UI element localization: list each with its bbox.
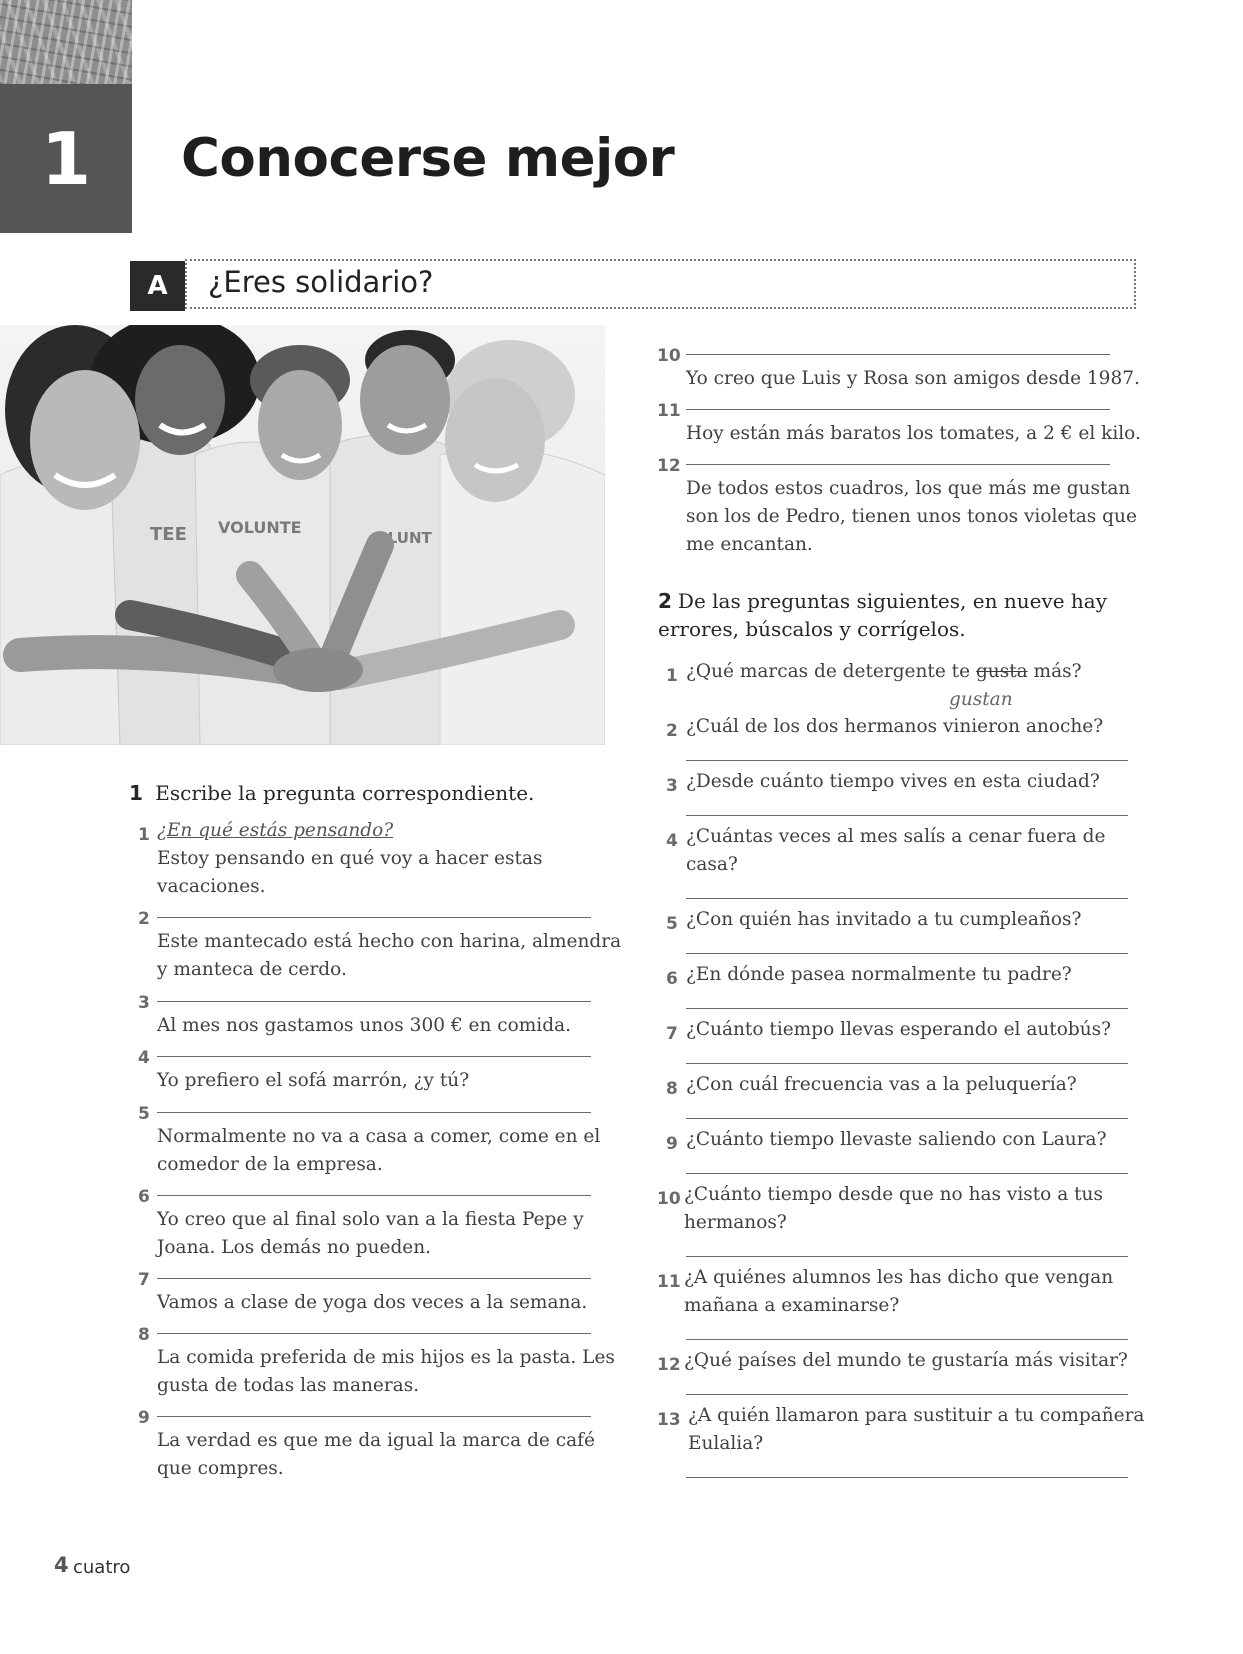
item-number: 11 — [657, 1272, 681, 1292]
volunteers-photo — [0, 325, 605, 745]
item-number: 5 — [138, 1104, 150, 1124]
answer-line: y manteca de cerdo. — [157, 959, 347, 980]
answer-line: Al mes nos gastamos unos 300 € en comida. — [157, 1015, 571, 1036]
correction-blank[interactable] — [686, 1118, 1128, 1119]
answer-blank[interactable] — [157, 1195, 591, 1196]
correction-blank[interactable] — [686, 1477, 1128, 1478]
exercise-2-heading — [658, 587, 1107, 643]
question-text: ¿En dónde pasea normalmente tu padre? — [686, 964, 1072, 985]
correction-blank[interactable] — [686, 1339, 1128, 1340]
item-number: 7 — [666, 1024, 678, 1044]
answer-blank[interactable] — [686, 354, 1110, 355]
item-number: 4 — [666, 831, 678, 851]
item-number: 9 — [666, 1134, 678, 1154]
item-number: 11 — [657, 401, 681, 421]
section-title: ¿Eres solidario? — [208, 265, 434, 299]
item-number: 12 — [657, 1355, 681, 1375]
question-text: hermanos? — [684, 1212, 787, 1233]
answer-line: vacaciones. — [157, 876, 266, 897]
correction-blank[interactable] — [686, 1008, 1128, 1009]
page-number: 4 — [54, 1553, 69, 1577]
answer-line: son los de Pedro, tienen unos tonos violetas que — [686, 506, 1137, 527]
answer-blank[interactable] — [686, 464, 1110, 465]
item-number: 6 — [666, 969, 678, 989]
answer-line: comedor de la empresa. — [157, 1154, 383, 1175]
answer-line: La verdad es que me da igual la marca de café — [157, 1430, 595, 1451]
answer-line: Hoy están más baratos los tomates, a 2 € el kilo. — [686, 423, 1141, 444]
struck-error: gusta — [975, 661, 1028, 682]
answer-blank[interactable] — [157, 1056, 591, 1057]
answer-line: Yo prefiero el sofá marrón, ¿y tú? — [157, 1070, 470, 1091]
exercise-2-number: 2 — [658, 589, 672, 613]
answer-blank[interactable] — [157, 1001, 591, 1002]
question-text: ¿Con quién has invitado a tu cumpleaños? — [686, 909, 1082, 930]
question-text: ¿Cuánto tiempo desde que no has visto a tus — [684, 1184, 1103, 1205]
question-text: ¿Qué países del mundo te gustaría más visitar? — [684, 1350, 1128, 1371]
question-text: ¿Cuántas veces al mes salís a cenar fuera de — [686, 826, 1106, 847]
question-text: ¿Cuánto tiempo llevaste saliendo con Laura? — [686, 1129, 1107, 1150]
exercise-2-instruction-line: errores, búscalos y corrígelos. — [658, 617, 966, 641]
correction-blank[interactable] — [686, 1063, 1128, 1064]
item-number: 1 — [138, 825, 150, 845]
exercise-1-number: 1 — [129, 781, 143, 805]
correction-text: gustan — [949, 689, 1013, 710]
question-text: casa? — [686, 854, 738, 875]
answer-line: De todos estos cuadros, los que más me gustan — [686, 478, 1131, 499]
exercise-2-instruction-line: De las preguntas siguientes, en nueve hay — [677, 589, 1108, 613]
answer-line: Yo creo que Luis y Rosa son amigos desde 1987. — [686, 368, 1140, 389]
answer-blank[interactable] — [157, 1278, 591, 1279]
answer-blank[interactable] — [157, 917, 591, 918]
question-text: ¿Con cuál frecuencia vas a la peluquería? — [686, 1074, 1077, 1095]
answer-line: que compres. — [157, 1458, 284, 1479]
question-text: ¿Cuánto tiempo llevas esperando el autobús? — [686, 1019, 1112, 1040]
answer-blank[interactable] — [686, 409, 1110, 410]
item-number: 4 — [138, 1048, 150, 1068]
item-number: 3 — [138, 993, 150, 1013]
answer-line: Normalmente no va a casa a comer, come en el — [157, 1126, 601, 1147]
item-number: 13 — [657, 1410, 681, 1430]
question-text: ¿Qué marcas de detergente te gusta más? — [686, 661, 1082, 682]
question-text: Eulalia? — [688, 1433, 764, 1454]
correction-blank[interactable] — [686, 953, 1128, 954]
question-text: ¿A quién llamaron para sustituir a tu compañera — [688, 1405, 1145, 1426]
item-number: 8 — [666, 1079, 678, 1099]
correction-blank[interactable] — [686, 815, 1128, 816]
section-letter: A — [130, 261, 185, 311]
item-number: 10 — [657, 1189, 681, 1209]
item-number: 9 — [138, 1408, 150, 1428]
correction-blank[interactable] — [686, 1394, 1128, 1395]
correction-blank[interactable] — [686, 898, 1128, 899]
question-text: ¿Desde cuánto tiempo vives en esta ciudad? — [686, 771, 1100, 792]
model-question: ¿En qué estás pensando? — [157, 820, 394, 841]
item-number: 7 — [138, 1270, 150, 1290]
unit-title: Conocerse mejor — [181, 128, 675, 189]
correction-blank[interactable] — [686, 1173, 1128, 1174]
page-word: cuatro — [73, 1557, 131, 1578]
unit-number: 1 — [0, 84, 132, 233]
shirt-text-2: VOLUNTE — [218, 518, 302, 537]
answer-line: La comida preferida de mis hijos es la pasta. Les — [157, 1347, 615, 1368]
exercise-1-heading — [129, 781, 534, 805]
exercise-1-instruction: Escribe la pregunta correspondiente. — [155, 781, 535, 805]
answer-blank[interactable] — [157, 1112, 591, 1113]
answer-line: Joana. Los demás no pueden. — [157, 1237, 432, 1258]
item-number: 3 — [666, 776, 678, 796]
shirt-text-1: TEE — [150, 524, 187, 545]
answer-line: Yo creo que al final solo van a la fiesta Pepe y — [157, 1209, 584, 1230]
correction-blank[interactable] — [686, 760, 1128, 761]
answer-line: me encantan. — [686, 534, 813, 555]
correction-blank[interactable] — [686, 1256, 1128, 1257]
item-number: 10 — [657, 346, 681, 366]
question-text: mañana a examinarse? — [684, 1295, 900, 1316]
item-number: 12 — [657, 456, 681, 476]
item-number: 8 — [138, 1325, 150, 1345]
item-number: 2 — [666, 721, 678, 741]
answer-blank[interactable] — [157, 1333, 591, 1334]
shirt-text-3: OLUNT — [375, 529, 432, 547]
answer-line: Este mantecado está hecho con harina, almendra — [157, 931, 622, 952]
item-number: 2 — [138, 909, 150, 929]
item-number: 5 — [666, 914, 678, 934]
header-texture — [0, 0, 132, 84]
answer-blank[interactable] — [157, 1416, 591, 1417]
answer-line: gusta de todas las maneras. — [157, 1375, 420, 1396]
item-number: 6 — [138, 1187, 150, 1207]
question-text: ¿Cuál de los dos hermanos vinieron anoche? — [686, 716, 1104, 737]
item-number: 1 — [666, 666, 678, 686]
answer-line: Estoy pensando en qué voy a hacer estas — [157, 848, 543, 869]
question-text: ¿A quiénes alumnos les has dicho que vengan — [684, 1267, 1114, 1288]
answer-line: Vamos a clase de yoga dos veces a la semana. — [157, 1292, 588, 1313]
